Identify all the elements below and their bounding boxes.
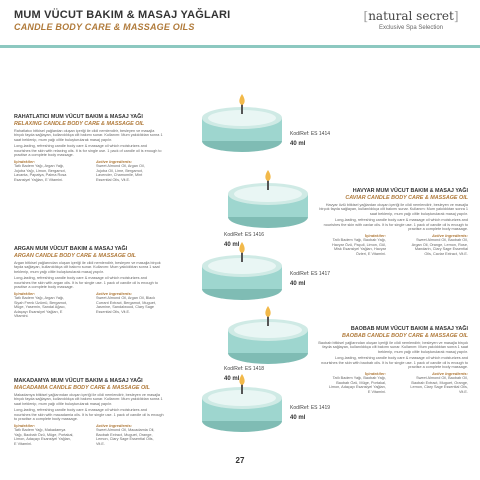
- ingredients-tr-heading: İçindekiler:: [14, 423, 36, 429]
- product-code: Kod/Ref: ES 1414: [290, 131, 331, 137]
- product-desc-tr: Argan bitkisel yağlarından oluşan içeriği ile cildi nemlendirir, besleyen ve masajla birçok fayda sağlayan, kullanıldıkça cilt bakımı sunar. Kullanım: Mum yakıldıktan sonra 1 saat beklenip, mum yağı ciltle buluşturularak masaj yapılır.: [14, 261, 161, 274]
- product-desc-en: Long-lasting, refreshing candle body care & massage oil which moisturizes and nourishes the skin with caviar oils. It is for single use. 1 pack of candle oil is enough to practise a complete body massage.: [323, 218, 468, 232]
- ingredients-en-heading: Active Ingredients:: [96, 291, 133, 297]
- product-code: Kod/Ref: ES 1419: [290, 405, 331, 411]
- product-name-tr: BAOBAB MUM VÜCUT BAKIM & MASAJ YAĞI: [350, 326, 468, 332]
- candle-image-macadamia: [198, 372, 286, 443]
- product-name-tr: MAKADAMYA MUM VÜCUT BAKIM & MASAJ YAĞI: [14, 378, 143, 384]
- product-desc-en: Long-lasting, refreshing candle body care & massage oil which moisturizes and nourishes the skin with relaxing oils. It is for single use. 1 pack of candle oil is enough to practise a complete body massage.: [14, 144, 162, 158]
- product-name-tr: RAHATLATICI MUM VÜCUT BAKIM & MASAJ YAĞI: [14, 114, 143, 120]
- product-code: Kod/Ref: ES 1416: [224, 232, 265, 238]
- product-volume: 40 ml: [290, 281, 306, 287]
- ingredients-tr-heading: İçindekiler:: [364, 371, 386, 377]
- product-macadamia: [14, 378, 164, 446]
- product-name-en: RELAXING CANDLE BODY CARE & MASSAGE OIL: [14, 120, 145, 127]
- product-name-en: MACADAMIA CANDLE BODY CARE & MASSAGE OIL: [14, 384, 150, 391]
- ingredients-en-heading: Active Ingredients:: [431, 233, 468, 239]
- candle-image-caviar: [224, 168, 312, 239]
- product-name-en: CAVIAR CANDLE BODY CARE & MASSAGE OIL: [345, 194, 468, 201]
- ingredients-en-heading: Active Ingredients:: [431, 371, 468, 377]
- product-name-en: BAOBAB CANDLE BODY CARE & MASSAGE OIL: [342, 332, 468, 339]
- candle-image-baobab: [224, 304, 312, 375]
- product-desc-en: Long-lasting, refreshing candle body care & massage oil which moisturizes and nourishes the skin with baobab oils. It is for single use. 1 pack of candle oil is enough to practise a complete body massage.: [321, 356, 468, 370]
- ingredients-en: Sweet Almond Oil, Macadamia Oil, Baobab Extract, Muguet, Orange, Lemon, Clary Sage Essential Oils, Vit.E.: [96, 428, 155, 446]
- product-desc-tr: Makadamya bitkisel yağlarından oluşan içeriği ile cildi nemlendirir, besleyen ve masajla birçok fayda sağlayan, kullanıldıkça cilt bakımı sunar. Kullanım: Mum yakıldıktan sonra 1 saat beklenip, mum yağı ciltle buluşturularak masaj yapılır.: [14, 393, 163, 406]
- product-caviar: [318, 188, 468, 256]
- page-subtitle: CANDLE BODY CARE & MASSAGE OILS: [14, 22, 195, 32]
- brand-tagline: Exclusive Spa Selection: [378, 25, 444, 31]
- product-name-tr: ARGAN MUM VÜCUT BAKIM & MASAJ YAĞI: [14, 246, 128, 252]
- ingredients-en: Sweet Almond Oil, Baobab Oil, Argan Oil, Orange, Lemon, Rose, Mandarin, Clary Sage Essential Oils, Caviar Extract, Vit.E.: [411, 238, 468, 256]
- product-code: Kod/Ref: ES 1417: [290, 271, 331, 277]
- ingredients-tr: Tatlı Badem Yağı, Makadamya Yağı, Baobab Özü, Müge, Portakal, Limon, Adaçayı Esansiyel Yağları, E Vitamini.: [14, 428, 74, 446]
- ingredients-en-heading: Active Ingredients:: [96, 423, 133, 429]
- page-title: MUM VÜCUT BAKIM & MASAJ YAĞLARI: [14, 9, 231, 21]
- product-desc-en: Long-lasting, refreshing candle body care & massage oil which moisturizes and nourishes the skin with macadamia oils. It is for single use. 1 pack of candle oil is enough to practise a complete body massage.: [14, 408, 164, 422]
- product-relaxing: [14, 114, 164, 182]
- product-volume: 40 ml: [224, 376, 240, 382]
- product-name-en: ARGAN CANDLE BODY CARE & MASSAGE OIL: [14, 252, 137, 259]
- ingredients-en: Sweet Almond Oil, Argan Oil, Black Currant Extract, Bergamot, Muguet, Jasmine, Sandalwood, Clary Sage Essential Oils, Vit.E.: [96, 296, 156, 314]
- ingredients-en: Sweet Almond Oil, Baobab Oil, Baobab Extract, Muguet, Orange, Lemon, Clary Sage Essential Oils, Vit.E.: [410, 376, 468, 394]
- product-volume: 40 ml: [224, 242, 240, 248]
- ingredients-tr: Tatlı Badem Yağı, Baobab Yağı, Baobab Özü, Müge, Portakal, Limon, Adaçayı Esansiyel Yağları, E Vitamini.: [328, 376, 386, 394]
- ingredients-tr: Tatlı Badem Yağı, Baobab Yağı, Havyar Özü, Paçuli, Limon, Gül, Misk Esansiyel Yağları, Havyar Özleri, E Vitamini.: [331, 238, 386, 256]
- product-name-tr: HAVYAR MUM VÜCUT BAKIM & MASAJ YAĞI: [352, 188, 468, 194]
- candle-image-relaxing: [198, 92, 286, 163]
- ingredients-tr: Tatlı Badem Yağı, Argan Yağı, Siyah Frenk Üzümü, Bergamot, Müge, Yasemin, Sandal Ağacı, Adaçayı Esansiyel Yağları, E Vitamini.: [14, 296, 67, 319]
- header-divider: [0, 45, 480, 48]
- page-number: 27: [235, 456, 245, 465]
- product-desc-tr: Baobab bitkisel yağlarından oluşan içeriği ile cildi nemlendirir, besleyen ve masajla birçok fayda sağlayan, kullanıldıkça cilt bakımı sunar. Kullanım: Mum yakıldıktan sonra 1 saat beklenip, mum yağı ciltle buluşturularak masaj yapılır.: [318, 341, 468, 354]
- product-volume: 40 ml: [290, 141, 306, 147]
- brand-name: natural secret: [368, 9, 454, 23]
- product-desc-tr: Rahatlatıcı bitkisel yağlardan oluşan içeriği ile cildi nemlendirir, besleyen ve masajla birçok fayda sağlayan, kullanıldıkça cilt bakımı sunar. Kullanım: Mum yakıldıktan sonra 1 saat beklenip, mum yağı ciltle buluşturularak masaj yapılır.: [14, 129, 163, 142]
- product-baobab: [318, 326, 468, 394]
- ingredients-en: Sweet Almond Oil, Argan Oil, Jojoba Oil, Lime, Bergamot, Lavender, Chamomile, Mint Essential Oils, Vit.E.: [96, 164, 145, 182]
- candle-image-argan: [198, 240, 286, 311]
- product-desc-tr: Havyar özlü bitkisel yağlardan oluşan içeriği ile cildi nemlendirir, besleyen ve masajla birçok fayda sağlayan, kullanıldıkça cilt bakımı sunar. Kullanım: Mum yakıldıktan sonra 1 saat beklenip, mum yağı ciltle buluşturularak masaj yapılır.: [319, 203, 468, 216]
- product-volume: 40 ml: [290, 415, 306, 421]
- ingredients-tr: Tatlı Badem Yağı, Argan Yağı, Jojoba Yağı, Limon, Bergamot, Lavanta, Papatya, Palma Rosa Esansiyel Yağları, E Vitamini.: [14, 164, 67, 182]
- brand-logo: [natural secret] Exclusive Spa Selection: [357, 9, 465, 31]
- product-code: Kod/Ref: ES 1418: [224, 366, 265, 372]
- ingredients-tr-heading: İçindekiler:: [14, 291, 36, 297]
- ingredients-tr-heading: İçindekiler:: [14, 159, 36, 165]
- ingredients-en-heading: Active Ingredients:: [96, 159, 133, 165]
- product-argan: [14, 246, 164, 318]
- ingredients-tr-heading: İçindekiler:: [364, 233, 386, 239]
- product-desc-en: Long-lasting, refreshing candle body care & massage oil which moisturizes and nourishes the skin with argan oils. It is for single use. 1 pack of candle oil is enough to practise a complete body massage.: [14, 276, 158, 290]
